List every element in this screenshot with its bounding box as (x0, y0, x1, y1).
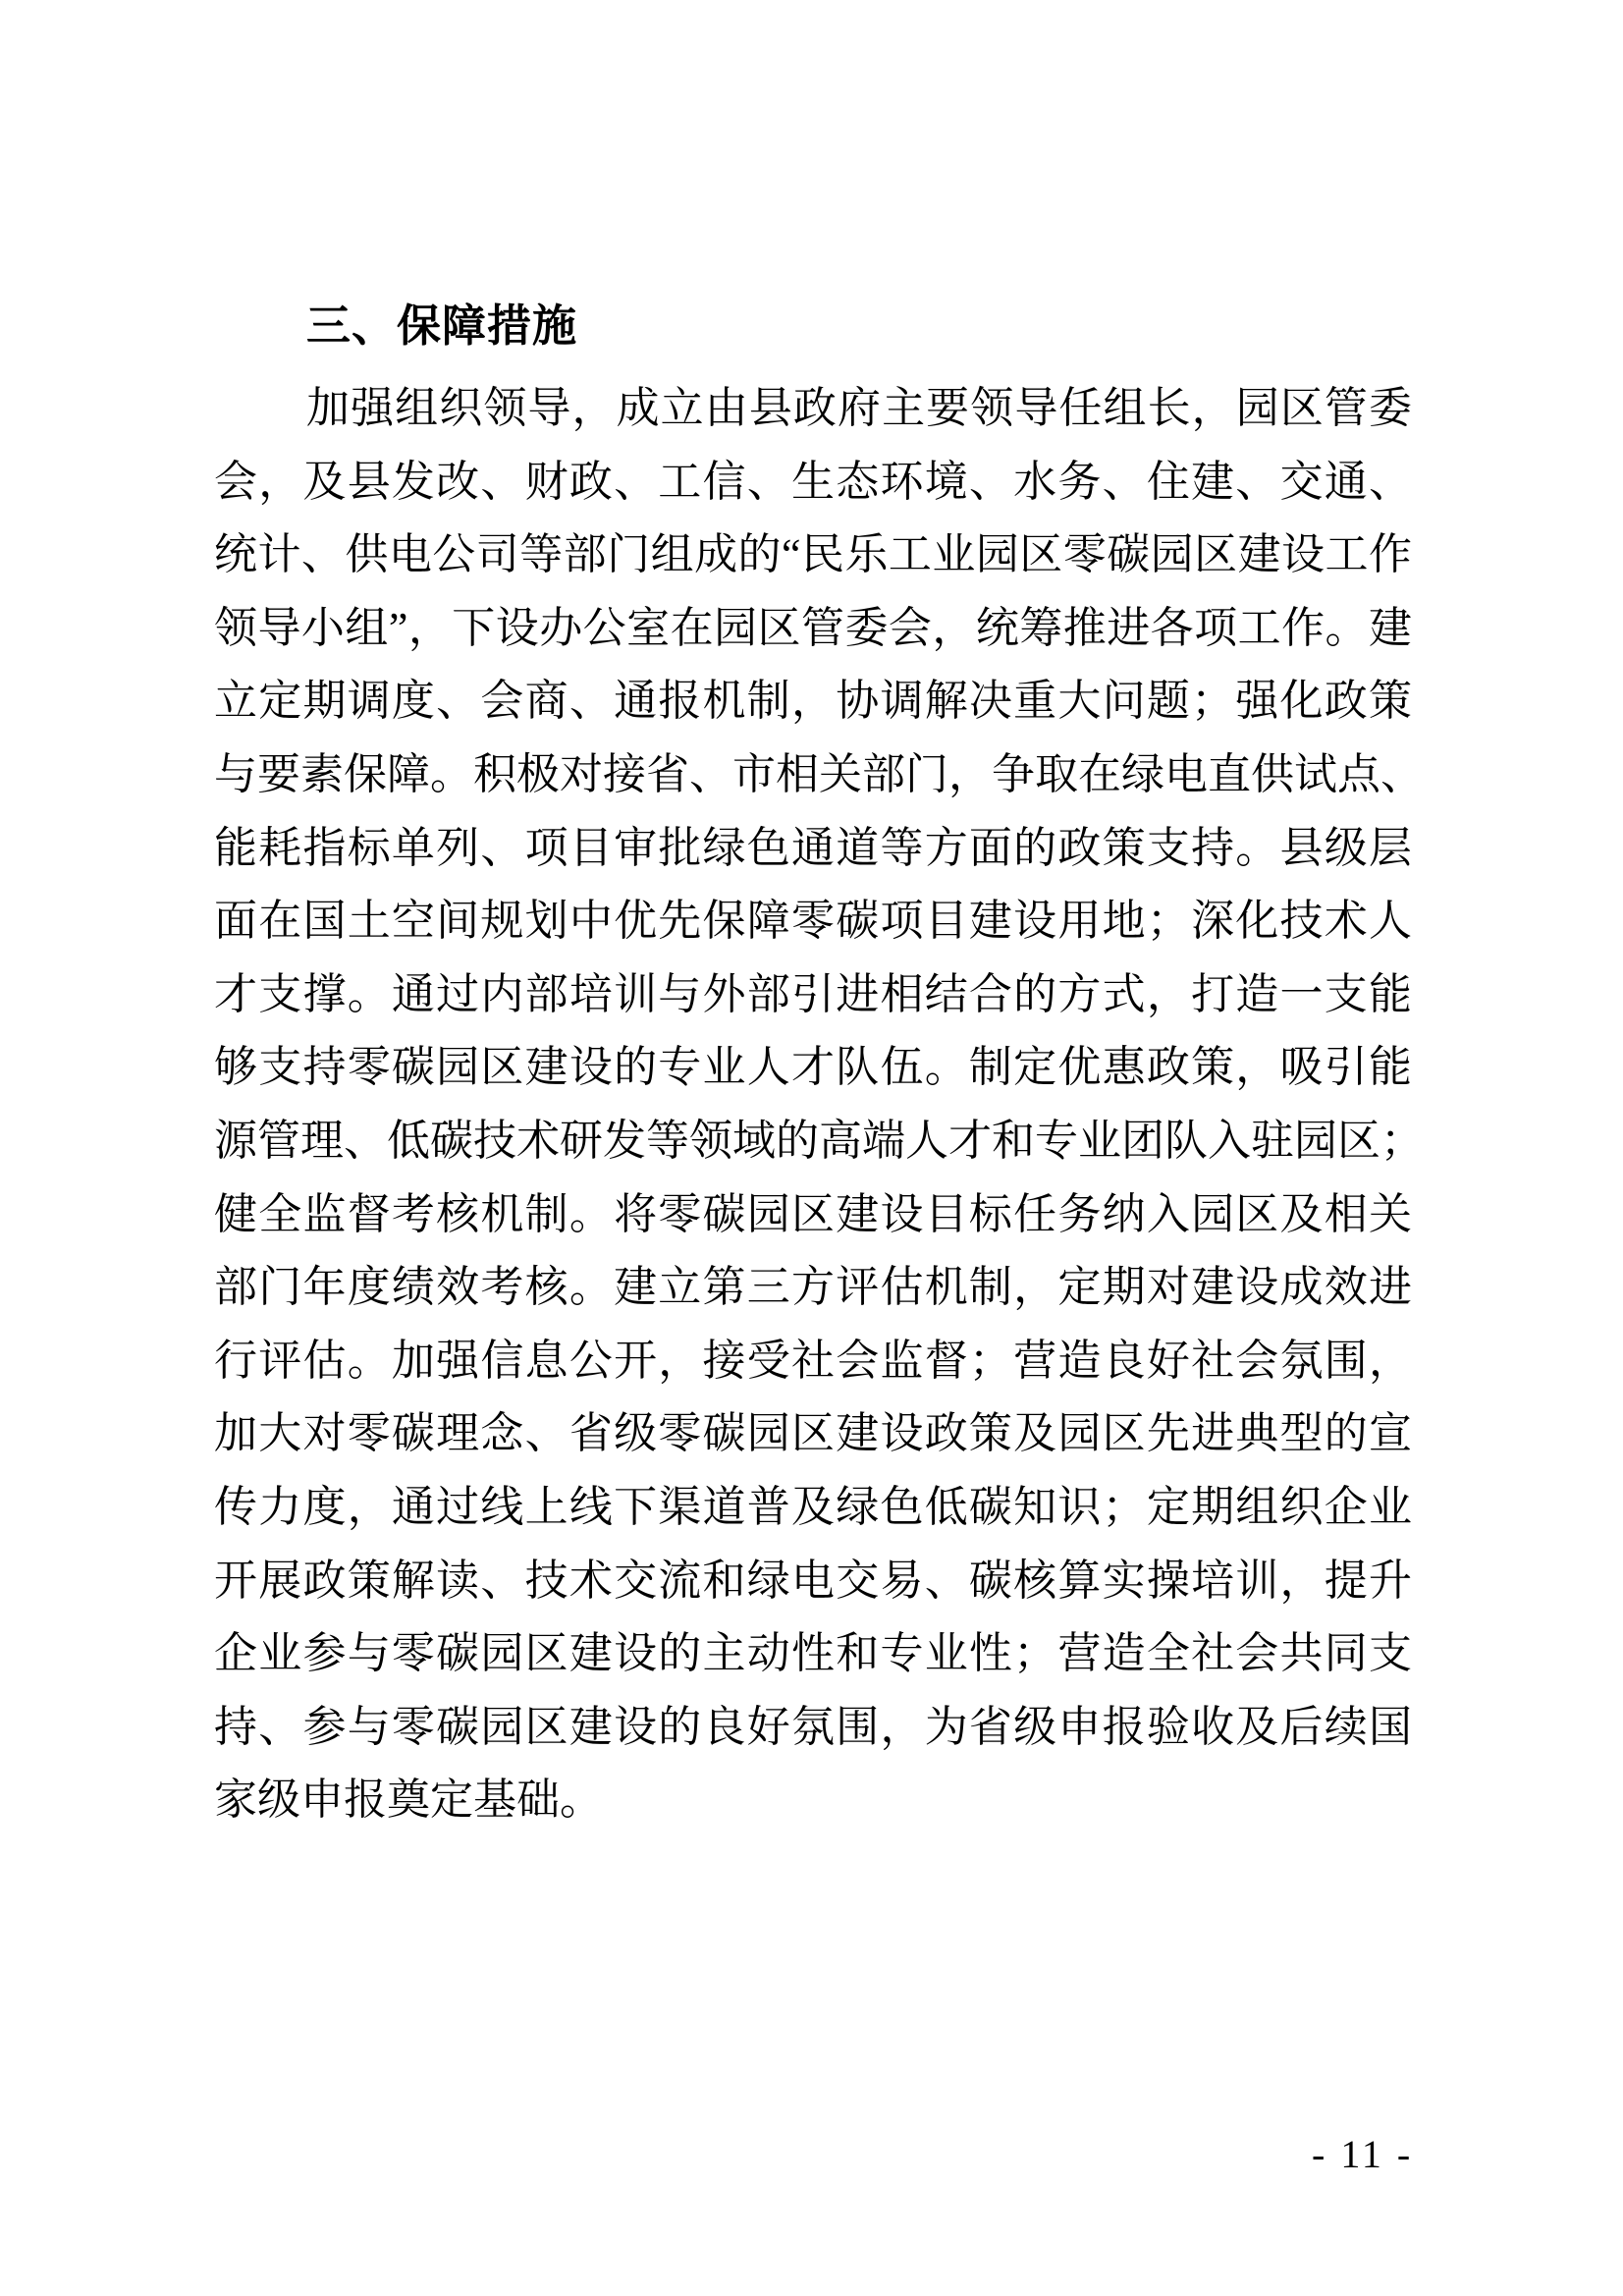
paragraph-line: 会，及县发改、财政、工信、生态环境、水务、住建、交通、 (214, 457, 1412, 506)
paragraph-line: 开展政策解读、技术交流和绿电交易、碳核算实操培训，提升 (214, 1556, 1412, 1605)
paragraph-line: 传力度，通过线上线下渠道普及绿色低碳知识；定期组织企业 (214, 1482, 1412, 1531)
paragraph-line: 家级申报奠定基础。 (214, 1776, 603, 1825)
paragraph-line: 企业参与零碳园区建设的主动性和专业性；营造全社会共同支 (214, 1629, 1412, 1678)
paragraph-line: 加强组织领导，成立由县政府主要领导任组长，园区管委 (306, 384, 1412, 432)
section-heading: 三、保障措施 (306, 301, 578, 351)
paragraph-line: 统计、供电公司等部门组成的“民乐工业园区零碳园区建设工作 (214, 530, 1412, 579)
paragraph-block (214, 372, 1424, 1837)
paragraph-line: 与要素保障。积极对接省、市相关部门，争取在绿电直供试点、 (214, 749, 1424, 798)
paragraph-line: 领导小组”，下设办公室在园区管委会，统筹推进各项工作。建 (214, 603, 1412, 652)
paragraph-line: 持、参与零碳园区建设的良好氛围，为省级申报验收及后续国 (214, 1702, 1412, 1751)
paragraph-line: 面在国土空间规划中优先保障零碳项目建设用地；深化技术人 (214, 897, 1412, 946)
paragraph-line: 够支持零碳园区建设的专业人才队伍。制定优惠政策，吸引能 (214, 1043, 1412, 1092)
paragraph-line: 部门年度绩效考核。建立第三方评估机制，定期对建设成效进 (214, 1263, 1412, 1312)
page-number: - 11 - (1312, 2132, 1414, 2176)
paragraph-line: 才支撑。通过内部培训与外部引进相结合的方式，打造一支能 (214, 969, 1412, 1018)
paragraph-line: 立定期调度、会商、通报机制，协调解决重大问题；强化政策 (214, 677, 1412, 726)
paragraph-line: 健全监督考核机制。将零碳园区建设目标任务纳入园区及相关 (214, 1189, 1412, 1238)
paragraph-line: 行评估。加强信息公开，接受社会监督；营造良好社会氛围， (214, 1336, 1412, 1385)
paragraph-line: 源管理、低碳技术研发等领域的高端人才和专业团队入驻园区； (214, 1116, 1424, 1165)
paragraph-line: 加大对零碳理念、省级零碳园区建设政策及园区先进典型的宣 (214, 1409, 1412, 1458)
paragraph-line: 能耗指标单列、项目审批绿色通道等方面的政策支持。县级层 (214, 823, 1412, 872)
